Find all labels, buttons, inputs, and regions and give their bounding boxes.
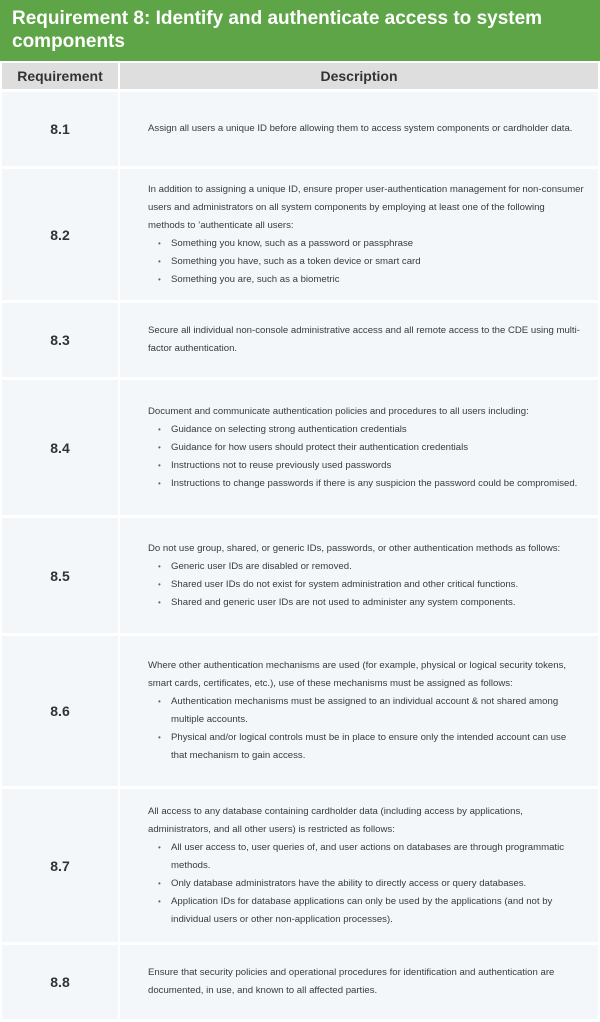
requirement-description xyxy=(120,303,598,377)
bullet-list xyxy=(148,558,584,612)
bullet-list xyxy=(148,235,584,289)
requirement-description xyxy=(120,789,598,942)
requirement-number: 8.3 xyxy=(2,303,118,377)
description-text: Where other authentication mechanisms are used (for example, physical or logical security tokens, smart cards, certificates, etc.), use of these mechanisms must be assigned as follows: xyxy=(148,660,567,689)
table-row xyxy=(2,789,598,942)
header-requirement: Requirement xyxy=(2,63,118,89)
bullet-item: • Generic user IDs are disabled or removed. xyxy=(158,558,584,576)
requirement-number: 8.5 xyxy=(2,518,118,633)
bullet-item: • Physical and/or logical controls must be in place to ensure only the intended account can use that mechanism to gain access. xyxy=(158,729,584,765)
description-text: Secure all individual non-console administrative access and all remote access to the CDE using multi-factor authentication. xyxy=(148,325,580,354)
table-header-row xyxy=(2,63,598,89)
bullet-item: • Guidance on selecting strong authentication credentials xyxy=(158,421,584,439)
bullet-item: • Guidance for how users should protect their authentication credentials xyxy=(158,439,584,457)
description-text: Assign all users a unique ID before allowing them to access system components or cardholder data. xyxy=(148,123,573,134)
requirement-description xyxy=(120,945,598,1019)
bullet-item: • Shared and generic user IDs are not used to administer any system components. xyxy=(158,594,584,612)
bullet-list xyxy=(148,693,584,765)
requirement-number: 8.6 xyxy=(2,636,118,786)
bullet-item: • Instructions to change passwords if there is any suspicion the password could be compromised. xyxy=(158,475,584,493)
description-text: Document and communicate authentication policies and procedures to all users including: xyxy=(148,405,529,417)
requirement-description xyxy=(120,169,598,300)
description-text: All access to any database containing cardholder data (including access by applications, administrators, and all other users) is restricted as follows: xyxy=(148,805,523,835)
bullet-item: • Only database administrators have the ability to directly access or query databases. xyxy=(158,875,584,893)
table-row xyxy=(2,945,598,1019)
requirement-number: 8.8 xyxy=(2,945,118,1019)
description-text: Ensure that security policies and operational procedures for identification and authentication are documented, in use, and known to all affected parties. xyxy=(148,967,555,996)
requirement-description xyxy=(120,380,598,515)
table-row xyxy=(2,169,598,300)
bullet-item: • Something you have, such as a token device or smart card xyxy=(158,253,584,271)
requirement-number: 8.7 xyxy=(2,789,118,942)
bullet-item: • Something you are, such as a biometric xyxy=(158,271,584,289)
bullet-item: • Shared user IDs do not exist for system administration and other critical functions. xyxy=(158,576,584,594)
bullet-item: • All user access to, user queries of, and user actions on databases are through programmatic methods. xyxy=(158,839,584,875)
requirements-table xyxy=(0,60,600,1022)
requirement-description xyxy=(120,92,598,166)
bullet-item: • Something you know, such as a password or passphrase xyxy=(158,235,584,253)
page-title: Requirement 8: Identify and authenticate access to system components xyxy=(0,0,600,61)
requirement-description xyxy=(120,636,598,786)
header-description: Description xyxy=(120,63,598,89)
table-row xyxy=(2,380,598,515)
bullet-item: • Authentication mechanisms must be assigned to an individual account & not shared among multiple accounts. xyxy=(158,693,584,729)
requirement-number: 8.1 xyxy=(2,92,118,166)
description-text: In addition to assigning a unique ID, ensure proper user-authentication management for non-consumer users and administrators on all system components by employing at least one of the following methods to ’authenticate all users: xyxy=(148,183,584,231)
description-text: Do not use group, shared, or generic IDs, passwords, or other authentication methods as follows: xyxy=(148,542,561,554)
table-row xyxy=(2,92,598,166)
requirement-number: 8.2 xyxy=(2,169,118,300)
table-row xyxy=(2,636,598,786)
table-row xyxy=(2,518,598,633)
bullet-list xyxy=(148,839,584,929)
bullet-item: • Application IDs for database applications can only be used by the applications (and not by individual users or other non-application processes). xyxy=(158,893,584,929)
bullet-item: • Instructions not to reuse previously used passwords xyxy=(158,457,584,475)
table-row xyxy=(2,303,598,377)
bullet-list xyxy=(148,421,584,493)
requirement-description xyxy=(120,518,598,633)
requirement-number: 8.4 xyxy=(2,380,118,515)
table-body xyxy=(2,92,598,1019)
